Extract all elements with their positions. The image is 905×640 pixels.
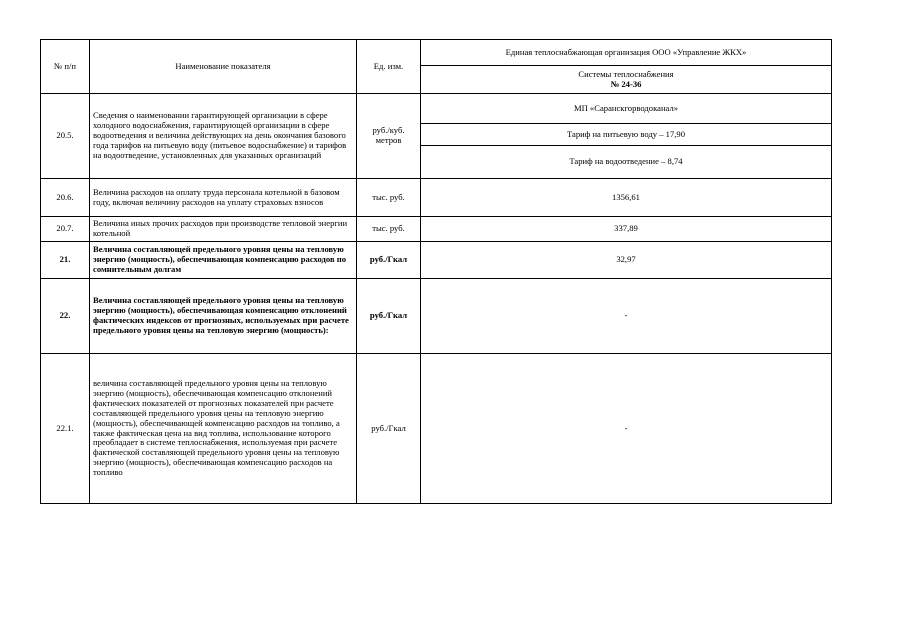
- row-number: 22.: [41, 279, 90, 354]
- row-unit: руб./Гкал: [357, 354, 421, 504]
- table-row: [41, 94, 832, 124]
- row-name: величина составляющей предельного уровня цены на тепловую энергию (мощность), обеспечивающая компенсацию отклонений фактических показателей от прогнозных показателей при расчете составляющей предельного уровня цены на тепловую энергию (мощность), обеспечивающей компенсацию расходов на топливо, а также фактическая цена на вид топлива, использование которого преобладает в системе теплоснабжения, используемая при расчете фактической составляющей предельного уровня цены на тепловую энергию (мощность), обеспечивающая компенсацию расходов на топливо: [90, 354, 357, 504]
- row-number: 20.5.: [41, 94, 90, 179]
- row-name: Величина расходов на оплату труда персонала котельной в базовом году, включая величину расходов на уплату страховых взносов: [90, 179, 357, 217]
- table-row: [41, 179, 832, 217]
- header-systems-number: № 24-36: [610, 78, 642, 89]
- row-value: -: [421, 354, 832, 504]
- row-value: 1356,61: [421, 179, 832, 217]
- row-unit: руб./Гкал: [357, 279, 421, 354]
- row-name: Величина составляющей предельного уровня цены на тепловую энергию (мощность), обеспечивающая компенсацию отклонений фактических индексов от прогнозных, используемых при расчете предельного уровня цены на тепловую энергию (мощность):: [90, 279, 357, 354]
- header-row: [41, 40, 832, 66]
- header-name: Наименование показателя: [90, 40, 357, 94]
- row-value: 32,97: [421, 242, 832, 279]
- table-row: [41, 354, 832, 504]
- header-systems-cell: [421, 66, 832, 94]
- row-number: 20.6.: [41, 179, 90, 217]
- header-systems: Системы теплоснабжения: [578, 68, 674, 79]
- row-unit: руб./Гкал: [357, 242, 421, 279]
- row-unit: руб./куб. метров: [357, 94, 421, 179]
- row-value-water-tariff: Тариф на питьевую воду – 17,90: [421, 124, 832, 146]
- row-name: Величина составляющей предельного уровня цены на тепловую энергию (мощность), обеспечивающая компенсацию расходов по сомнительным долгам: [90, 242, 357, 279]
- tariff-table: [40, 39, 832, 504]
- table-row: [41, 242, 832, 279]
- table-row: [41, 279, 832, 354]
- table-row: [41, 217, 832, 242]
- row-unit: тыс. руб.: [357, 217, 421, 242]
- row-number: 22.1.: [41, 354, 90, 504]
- row-number: 21.: [41, 242, 90, 279]
- row-unit: тыс. руб.: [357, 179, 421, 217]
- row-value-organization: МП «Саранскгорводоканал»: [421, 94, 832, 124]
- row-value: 337,89: [421, 217, 832, 242]
- row-number: 20.7.: [41, 217, 90, 242]
- row-name: Сведения о наименовании гарантирующей организации в сфере холодного водоснабжения, гарантирующей организации в сфере водоотведения и величина действующих на день окончания базового года тарифов на питьевую воду (питьевое водоснабжение) и тарифов на водоотведение, установленных для указанных организаций: [90, 94, 357, 179]
- header-org: Единая теплоснабжающая организация ООО «Управление ЖКХ»: [421, 40, 832, 66]
- header-unit: Ед. изм.: [357, 40, 421, 94]
- row-value: -: [421, 279, 832, 354]
- header-num: № п/п: [41, 40, 90, 94]
- row-value-sewage-tariff: Тариф на водоотведение – 8,74: [421, 146, 832, 179]
- row-name: Величина иных прочих расходов при производстве тепловой энергии котельной: [90, 217, 357, 242]
